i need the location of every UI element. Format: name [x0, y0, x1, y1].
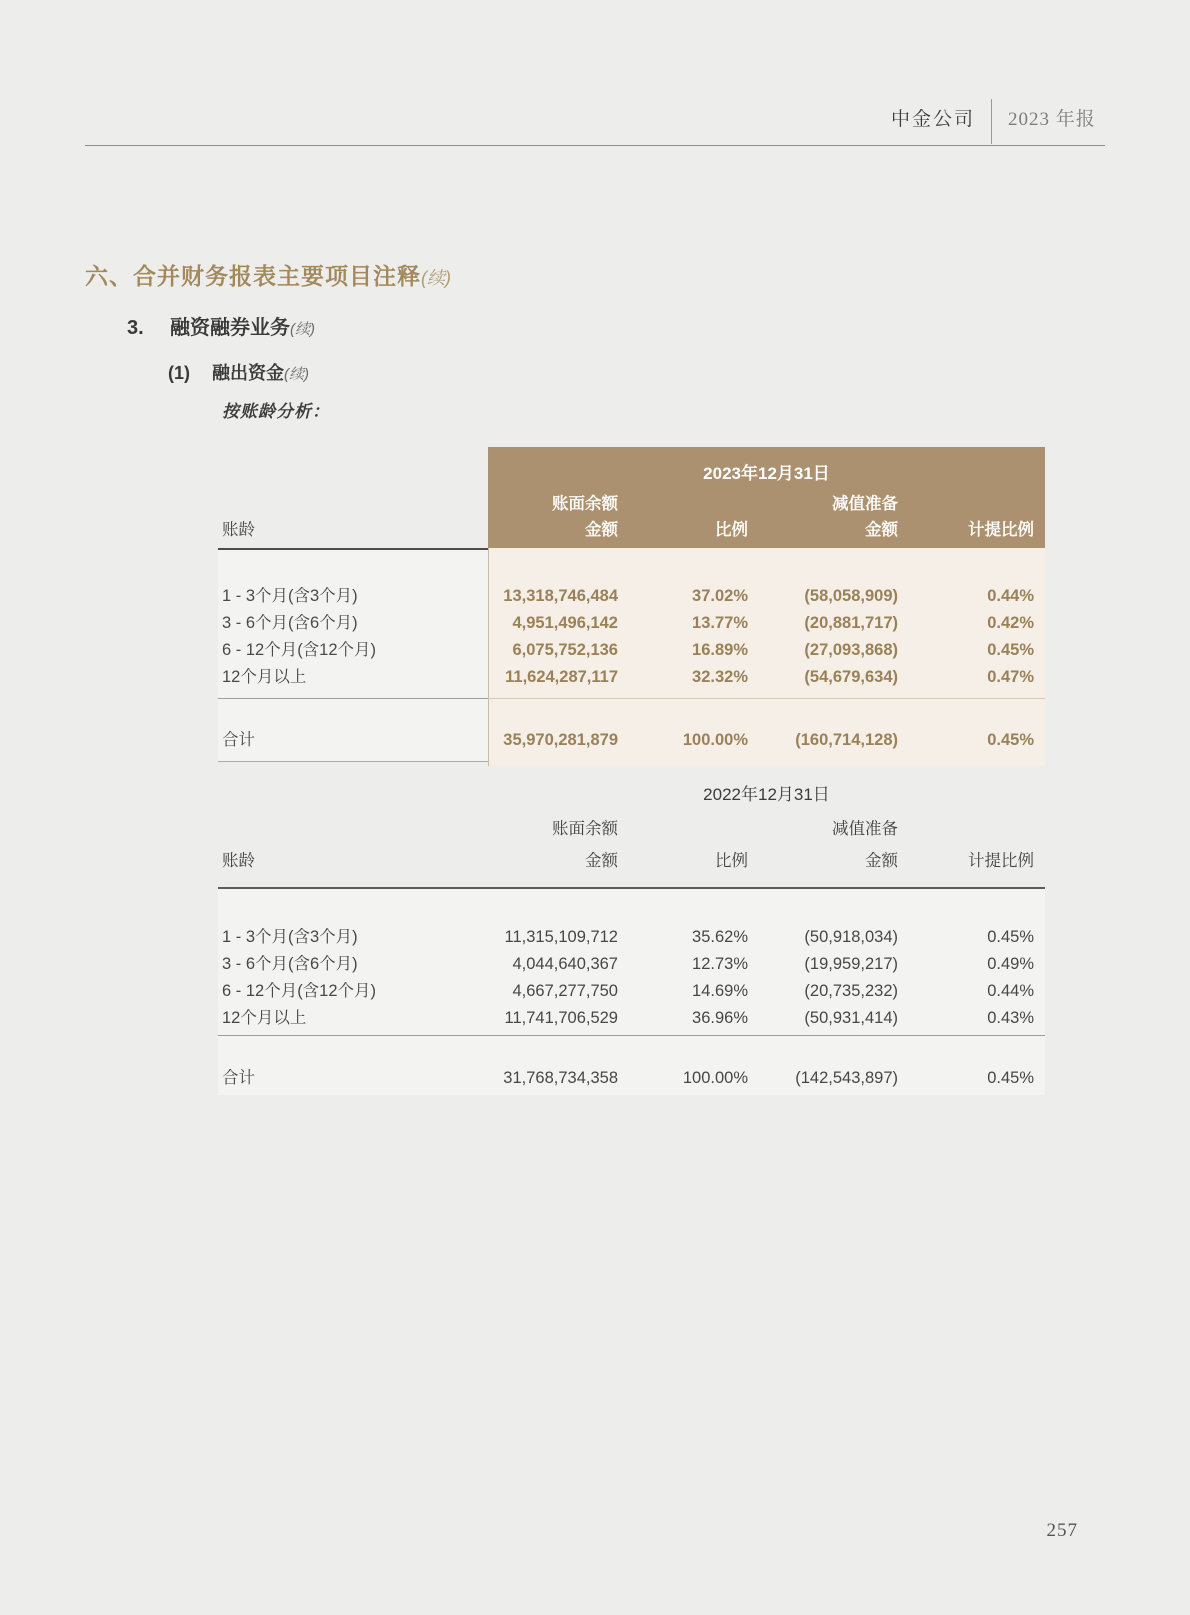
balance-group-header: 账面余额 [552, 495, 618, 513]
total-label-cell: 合计 [222, 1069, 255, 1087]
total-provision-cell: 0.45% [987, 1069, 1034, 1087]
provision-cell: 0.47% [987, 668, 1034, 686]
total-separator-right [488, 698, 1045, 699]
aging-label-cell: 1 - 3个月(含3个月) [222, 928, 358, 946]
item-heading-text: 融出资金 [212, 363, 284, 383]
aging-analysis-note: 按账龄分析： [222, 402, 330, 421]
ratio-cell: 12.73% [692, 955, 748, 973]
ratio-cell: 37.02% [692, 587, 748, 605]
aging-label-cell: 3 - 6个月(含6个月) [222, 955, 358, 973]
amount-column-header: 金额 [585, 852, 618, 870]
provision-cell: 0.42% [987, 614, 1034, 632]
ratio-cell: 32.32% [692, 668, 748, 686]
total-row [218, 1065, 1034, 1092]
impairment-amount-column-header: 金额 [865, 852, 898, 870]
amount-column-header: 金额 [585, 521, 618, 539]
provision-cell: 0.49% [987, 955, 1034, 973]
aging-label-cell: 1 - 3个月(含3个月) [222, 587, 358, 605]
ratio-column-header: 比例 [715, 852, 748, 870]
provision-ratio-column-header: 计提比例 [968, 521, 1034, 539]
ratio-cell: 16.89% [692, 641, 748, 659]
impairment-cell: (20,881,717) [804, 614, 898, 632]
aging-column-header: 账龄 [222, 521, 255, 539]
header-divider [991, 99, 992, 144]
provision-cell: 0.43% [987, 1009, 1034, 1027]
table-row [218, 583, 1034, 610]
ratio-column-header: 比例 [715, 521, 748, 539]
total-amount-cell: 31,768,734,358 [503, 1069, 618, 1087]
impairment-cell: (20,735,232) [804, 982, 898, 1000]
amount-cell: 6,075,752,136 [512, 641, 618, 659]
subsection-heading-text: 融资融券业务 [170, 317, 290, 339]
balance-group-header: 账面余额 [552, 820, 618, 838]
table-row [218, 951, 1034, 978]
aging-table-2023 [218, 447, 1045, 766]
impairment-cell: (50,931,414) [804, 1009, 898, 1027]
aging-label-cell: 6 - 12个月(含12个月) [222, 641, 377, 659]
amount-cell: 11,624,287,117 [505, 668, 618, 686]
impairment-cell: (19,959,217) [804, 955, 898, 973]
aging-table-2022 [218, 770, 1045, 1100]
page-number: 257 [1046, 1520, 1078, 1541]
aging-label-cell: 3 - 6个月(含6个月) [222, 614, 358, 632]
subsection-heading [127, 311, 315, 340]
amount-cell: 11,741,706,529 [504, 1009, 618, 1027]
table-row [218, 637, 1034, 664]
section-heading [85, 258, 451, 291]
item-heading [168, 359, 309, 385]
impairment-group-header: 减值准备 [832, 820, 898, 838]
subsection-continued: (续) [290, 321, 315, 338]
impairment-group-header: 减值准备 [832, 495, 898, 513]
amount-cell: 13,318,746,484 [503, 587, 618, 605]
column-header-row [218, 517, 1034, 544]
column-header-row [218, 848, 1034, 875]
provision-cell: 0.45% [987, 928, 1034, 946]
total-label-cell: 合计 [222, 731, 255, 749]
section-heading-text: 六、合并财务报表主要项目注释 [85, 263, 421, 289]
impairment-cell: (50,918,034) [804, 928, 898, 946]
total-impairment-cell: (160,714,128) [795, 731, 898, 749]
provision-cell: 0.44% [987, 982, 1034, 1000]
header-underline [218, 887, 1045, 889]
amount-cell: 4,044,640,367 [512, 955, 618, 973]
company-name: 中金公司 [890, 109, 975, 130]
impairment-cell: (58,058,909) [804, 587, 898, 605]
provision-cell: 0.45% [987, 641, 1034, 659]
aging-column-header: 账龄 [222, 852, 255, 870]
provision-cell: 0.44% [987, 587, 1034, 605]
amount-cell: 4,667,277,750 [512, 982, 618, 1000]
item-continued: (续) [284, 366, 309, 383]
aging-label-cell: 12个月以上 [222, 668, 307, 686]
report-title: 2023 年报 [1008, 109, 1096, 130]
provision-ratio-column-header: 计提比例 [968, 852, 1034, 870]
impairment-cell: (27,093,868) [804, 641, 898, 659]
total-separator [218, 1035, 1045, 1036]
ratio-cell: 14.69% [692, 982, 748, 1000]
ratio-cell: 13.77% [692, 614, 748, 632]
total-amount-cell: 35,970,281,879 [503, 731, 618, 749]
header-rule [85, 145, 1105, 146]
total-ratio-cell: 100.00% [682, 1069, 748, 1087]
subsection-number: 3. [127, 317, 144, 339]
table-date-title: 2022年12月31日 [703, 785, 830, 804]
table-row [218, 924, 1034, 951]
ratio-cell: 36.96% [692, 1009, 748, 1027]
aging-label-cell: 6 - 12个月(含12个月) [222, 982, 377, 1000]
item-number: (1) [168, 363, 190, 383]
total-row [218, 727, 1034, 754]
amount-cell: 4,951,496,142 [512, 614, 618, 632]
total-impairment-cell: (142,543,897) [795, 1069, 898, 1087]
total-provision-cell: 0.45% [987, 731, 1034, 749]
impairment-cell: (54,679,634) [804, 668, 898, 686]
table-date-title: 2023年12月31日 [703, 464, 830, 483]
section-heading-continued: (续) [421, 268, 451, 288]
total-separator-left [218, 698, 488, 699]
impairment-amount-column-header: 金额 [865, 521, 898, 539]
ratio-cell: 35.62% [692, 928, 748, 946]
table-row [218, 1005, 1034, 1032]
total-ratio-cell: 100.00% [682, 731, 748, 749]
amount-cell: 11,315,109,712 [504, 928, 618, 946]
table-row [218, 664, 1034, 691]
table-row [218, 978, 1034, 1005]
table-row [218, 610, 1034, 637]
aging-label-cell: 12个月以上 [222, 1009, 307, 1027]
